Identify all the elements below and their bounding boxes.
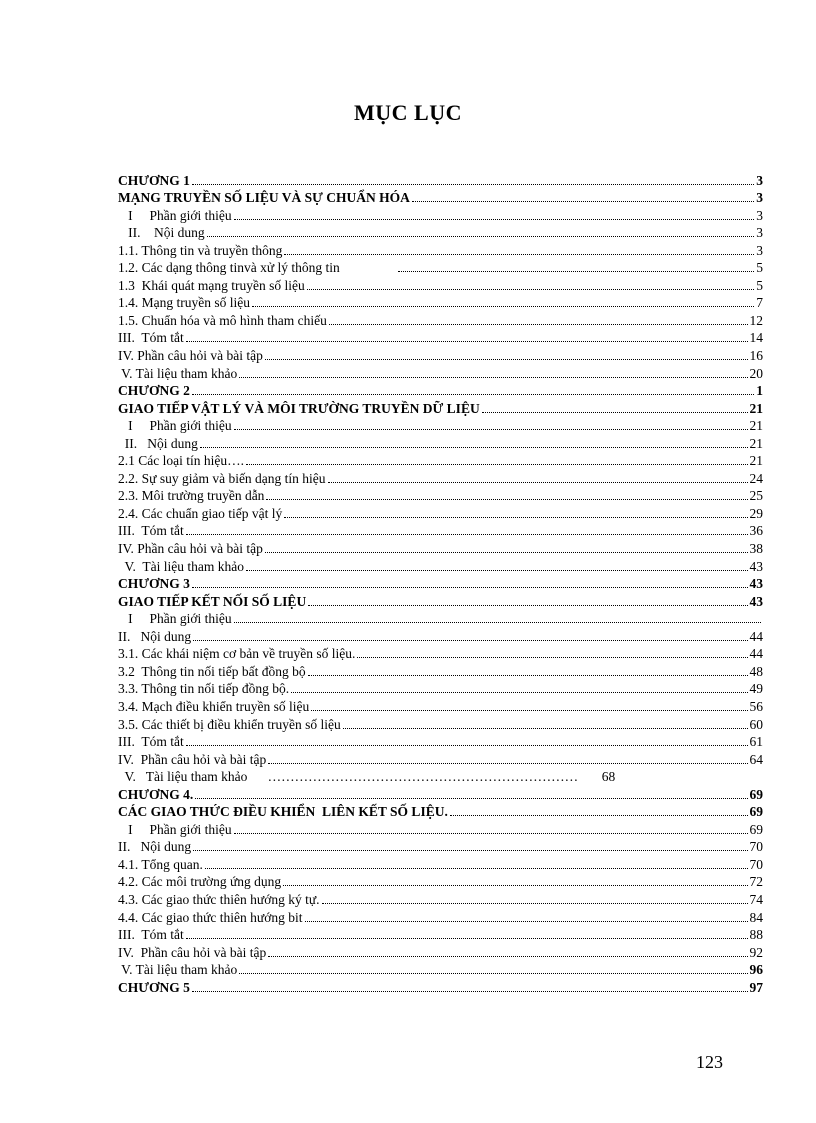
toc-entry[interactable] xyxy=(118,697,763,715)
toc-entry-label: 3.4. Mạch điều khiển truyền số liệu xyxy=(118,698,310,714)
toc-entry-page: 43 xyxy=(749,558,763,574)
toc-dot-leader xyxy=(252,306,754,307)
page-title: MỤC LỤC xyxy=(354,100,462,125)
toc-dot-leader xyxy=(329,324,748,325)
toc-entry-page: 3 xyxy=(756,172,763,188)
toc-entry[interactable] xyxy=(118,768,763,786)
toc-entry-page: 14 xyxy=(749,330,763,346)
toc-dot-leader xyxy=(192,587,748,588)
toc-entry-label: CHƯƠNG 3 xyxy=(118,576,190,592)
toc-entry-label: I Phần giới thiệu xyxy=(118,418,232,434)
toc-entry[interactable] xyxy=(118,803,763,821)
toc-entry-label: I Phần giới thiệu xyxy=(118,207,232,223)
toc-dot-leader xyxy=(193,850,747,851)
toc-entry-label: 4.3. Các giao thức thiên hướng ký tự. xyxy=(118,891,320,907)
toc-entry-page: 20 xyxy=(749,365,763,381)
toc-entry[interactable] xyxy=(118,189,763,207)
toc-dot-leader xyxy=(234,833,748,834)
toc-dot-leader xyxy=(284,254,754,255)
toc-entry-page: 1 xyxy=(756,383,763,399)
toc-dot-leader xyxy=(482,412,748,413)
toc-entry[interactable] xyxy=(118,926,763,944)
toc-dot-leader xyxy=(200,447,748,448)
toc-entry-label: GIAO TIẾP KẾT NỐI SỐ LIỆU xyxy=(118,593,307,609)
toc-entry-page: 69 xyxy=(749,821,763,837)
toc-entry-page: 69 xyxy=(749,786,763,802)
toc-entry-page: 3 xyxy=(756,225,763,241)
toc-entry[interactable] xyxy=(118,961,763,979)
toc-dot-leader xyxy=(357,657,747,658)
toc-entry[interactable] xyxy=(118,469,763,487)
toc-entry-page: 25 xyxy=(749,488,763,504)
page-number: 123 xyxy=(696,1052,723,1072)
toc-dot-leader xyxy=(195,798,747,799)
table-of-contents xyxy=(118,171,763,996)
toc-entry[interactable] xyxy=(118,539,763,557)
toc-entry[interactable] xyxy=(118,750,763,768)
toc-entry[interactable] xyxy=(118,627,763,645)
toc-dot-leader xyxy=(307,289,755,290)
toc-entry[interactable] xyxy=(118,662,763,680)
toc-entry[interactable] xyxy=(118,873,763,891)
toc-entry[interactable] xyxy=(118,346,763,364)
toc-entry[interactable] xyxy=(118,434,763,452)
toc-dot-leader xyxy=(246,570,748,571)
toc-entry[interactable] xyxy=(118,838,763,856)
toc-entry-label: III. Tóm tắt xyxy=(118,734,184,750)
toc-entry-page: 5 xyxy=(756,260,763,276)
toc-dot-leader xyxy=(328,482,748,483)
toc-entry-page: 3 xyxy=(756,207,763,223)
toc-entry-label: III. Tóm tắt xyxy=(118,330,184,346)
toc-entry-label: II. Nội dung xyxy=(118,435,198,451)
toc-entry-label: V. Tài liệu tham khảo xyxy=(118,962,238,978)
toc-entry-label: V. Tài liệu tham khảo xyxy=(118,365,238,381)
toc-dot-leader xyxy=(268,956,747,957)
toc-entry-label: GIAO TIẾP VẬT LÝ VÀ MÔI TRƯỜNG TRUYỀN DỮ LIỆU xyxy=(118,400,480,416)
toc-dot-leader xyxy=(192,991,748,992)
toc-entry[interactable] xyxy=(118,890,763,908)
toc-entry-label: 2.4. Các chuẩn giao tiếp vật lý xyxy=(118,505,283,521)
toc-entry[interactable] xyxy=(118,206,763,224)
toc-entry[interactable] xyxy=(118,855,763,873)
toc-entry[interactable] xyxy=(118,715,763,733)
toc-dot-leader xyxy=(186,745,748,746)
toc-entry[interactable] xyxy=(118,785,763,803)
toc-entry[interactable] xyxy=(118,680,763,698)
toc-entry[interactable] xyxy=(118,504,763,522)
toc-dot-leader xyxy=(192,184,754,185)
toc-entry-label: V. Tài liệu tham khảo …………………………………………………………… 68 xyxy=(118,769,616,785)
toc-entry-page: 5 xyxy=(756,277,763,293)
toc-dot-leader xyxy=(284,517,747,518)
toc-entry-page: 92 xyxy=(749,944,763,960)
toc-dot-leader xyxy=(234,429,748,430)
toc-entry-page: 72 xyxy=(749,874,763,890)
toc-entry[interactable] xyxy=(118,733,763,751)
toc-entry[interactable] xyxy=(118,557,763,575)
toc-dot-leader xyxy=(265,552,748,553)
toc-dot-leader xyxy=(412,201,754,202)
toc-entry-page: 70 xyxy=(749,839,763,855)
toc-dot-leader xyxy=(308,605,747,606)
toc-entry[interactable] xyxy=(118,294,763,312)
toc-entry[interactable] xyxy=(118,452,763,470)
toc-entry-page: 38 xyxy=(749,541,763,557)
toc-entry-page: 24 xyxy=(749,470,763,486)
toc-entry-label: V. Tài liệu tham khảo xyxy=(118,558,244,574)
toc-entry-page: 44 xyxy=(749,628,763,644)
toc-entry-page: 21 xyxy=(749,400,763,416)
toc-entry-label: 2.3. Môi trường truyền dẫn xyxy=(118,488,265,504)
toc-entry-label: III. Tóm tắt xyxy=(118,927,184,943)
toc-dot-leader xyxy=(266,499,747,500)
toc-entry-label: 3.3. Thông tin nối tiếp đồng bộ. xyxy=(118,681,290,697)
toc-entry-label: 1.1. Thông tin và truyền thông xyxy=(118,242,283,258)
toc-entry-label: 2.2. Sự suy giảm và biến dạng tín hiệu xyxy=(118,470,326,486)
toc-entry-page: 36 xyxy=(749,523,763,539)
toc-entry-page: 96 xyxy=(749,962,763,978)
toc-entry-page: 74 xyxy=(749,891,763,907)
toc-entry-page: 43 xyxy=(749,576,763,592)
toc-entry[interactable] xyxy=(118,364,763,382)
toc-entry-label: I Phần giới thiệu xyxy=(118,611,232,627)
toc-entry[interactable] xyxy=(118,487,763,505)
toc-entry-page: 16 xyxy=(749,348,763,364)
toc-entry-page: 56 xyxy=(749,698,763,714)
toc-dot-leader xyxy=(308,675,748,676)
toc-entry-page: 69 xyxy=(749,804,763,820)
toc-dot-leader xyxy=(343,728,748,729)
toc-entry[interactable] xyxy=(118,382,763,400)
toc-entry-label: 4.2. Các môi trường ứng dụng xyxy=(118,874,282,890)
toc-dot-leader xyxy=(239,377,747,378)
toc-entry[interactable] xyxy=(118,575,763,593)
toc-entry-page: 60 xyxy=(749,716,763,732)
toc-entry[interactable] xyxy=(118,276,763,294)
toc-entry-page: 3 xyxy=(756,242,763,258)
toc-entry-page: 97 xyxy=(749,979,763,995)
toc-entry-label: 4.1. Tổng quan. xyxy=(118,856,203,872)
toc-entry-label: CHƯƠNG 2 xyxy=(118,383,190,399)
toc-entry[interactable] xyxy=(118,224,763,242)
toc-entry-label: 1.2. Các dạng thông tinvà xử lý thông tin xyxy=(118,260,340,276)
toc-entry-page: 88 xyxy=(749,927,763,943)
toc-entry-label: IV. Phần câu hỏi và bài tập xyxy=(118,541,263,557)
toc-dot-leader xyxy=(193,640,747,641)
toc-entry-page: 3 xyxy=(756,190,763,206)
toc-entry[interactable] xyxy=(118,329,763,347)
toc-dot-leader xyxy=(268,763,747,764)
toc-dot-leader xyxy=(205,868,748,869)
toc-entry-page: 70 xyxy=(749,856,763,872)
toc-entry-label: 4.4. Các giao thức thiên hướng bit xyxy=(118,909,303,925)
toc-entry-page: 21 xyxy=(749,453,763,469)
toc-entry-label: IV. Phần câu hỏi và bài tập xyxy=(118,944,267,960)
toc-dot-leader xyxy=(283,885,747,886)
toc-dot-leader xyxy=(291,692,747,693)
toc-dot-leader xyxy=(192,394,754,395)
toc-entry-page: 21 xyxy=(749,435,763,451)
toc-entry-label: MẠNG TRUYỀN SỐ LIỆU VÀ SỰ CHUẨN HÓA xyxy=(118,190,410,206)
toc-entry-page: 64 xyxy=(749,751,763,767)
toc-entry-label: CHƯƠNG 4. xyxy=(118,786,194,802)
toc-entry-label: IV. Phần câu hỏi và bài tập xyxy=(118,348,263,364)
toc-entry[interactable] xyxy=(118,311,763,329)
toc-entry[interactable] xyxy=(118,943,763,961)
toc-entry[interactable] xyxy=(118,610,763,628)
toc-entry-page: 48 xyxy=(749,663,763,679)
toc-entry-label: 3.1. Các khái niệm cơ bản về truyền số liệu. xyxy=(118,646,356,662)
toc-entry-page: 29 xyxy=(749,505,763,521)
toc-dot-leader xyxy=(186,341,748,342)
toc-entry-label: I Phần giới thiệu xyxy=(118,821,232,837)
toc-entry[interactable] xyxy=(118,399,763,417)
toc-entry-label: CHƯƠNG 5 xyxy=(118,979,190,995)
toc-entry-label: II. Nội dung xyxy=(118,628,192,644)
toc-entry-page: 21 xyxy=(749,418,763,434)
toc-entry-label: II. Nội dung xyxy=(118,839,192,855)
toc-dot-leader xyxy=(265,359,748,360)
toc-entry[interactable] xyxy=(118,171,763,189)
toc-entry-page: 84 xyxy=(749,909,763,925)
toc-dot-leader xyxy=(322,903,748,904)
toc-dot-leader xyxy=(398,271,754,272)
toc-entry-label: 3.2 Thông tin nối tiếp bất đồng bộ xyxy=(118,663,306,679)
toc-entry-label: II. Nội dung xyxy=(118,225,205,241)
toc-entry-label: III. Tóm tắt xyxy=(118,523,184,539)
toc-dot-leader xyxy=(186,938,748,939)
toc-entry[interactable] xyxy=(118,417,763,435)
toc-entry-page: 7 xyxy=(756,295,763,311)
toc-entry[interactable] xyxy=(118,241,763,259)
toc-dot-leader xyxy=(234,219,755,220)
toc-entry[interactable] xyxy=(118,978,763,996)
toc-entry-label: 1.3 Khái quát mạng truyền số liệu xyxy=(118,277,305,293)
toc-entry[interactable] xyxy=(118,259,763,277)
toc-entry-label: CÁC GIAO THỨC ĐIỀU KHIỂN LIÊN KẾT SỐ LIỆU. xyxy=(118,804,448,820)
toc-entry-page: 43 xyxy=(749,593,763,609)
toc-dot-leader xyxy=(311,710,747,711)
toc-dot-leader xyxy=(186,534,748,535)
toc-entry-label: 2.1 Các loại tín hiệu…. xyxy=(118,453,244,469)
toc-entry-label: 1.5. Chuẩn hóa và mô hình tham chiếu xyxy=(118,312,327,328)
toc-dot-leader xyxy=(246,464,748,465)
toc-dot-leader xyxy=(450,815,748,816)
toc-entry-label: CHƯƠNG 1 xyxy=(118,172,190,188)
toc-entry-label: 3.5. Các thiết bị điều khiển truyền số liệu xyxy=(118,716,341,732)
toc-entry[interactable] xyxy=(118,592,763,610)
toc-entry-page: 12 xyxy=(749,312,763,328)
toc-entry-page: 61 xyxy=(749,734,763,750)
toc-entry[interactable] xyxy=(118,645,763,663)
toc-dot-leader xyxy=(234,622,761,623)
toc-dot-leader xyxy=(239,973,747,974)
toc-entry-label: 1.4. Mạng truyền số liệu xyxy=(118,295,250,311)
toc-entry-page: 49 xyxy=(749,681,763,697)
toc-entry-page: 44 xyxy=(749,646,763,662)
toc-entry[interactable] xyxy=(118,908,763,926)
toc-entry-label: IV. Phần câu hỏi và bài tập xyxy=(118,751,267,767)
toc-dot-leader xyxy=(305,921,748,922)
toc-dot-leader xyxy=(207,236,755,237)
toc-entry[interactable] xyxy=(118,820,763,838)
toc-entry[interactable] xyxy=(118,522,763,540)
